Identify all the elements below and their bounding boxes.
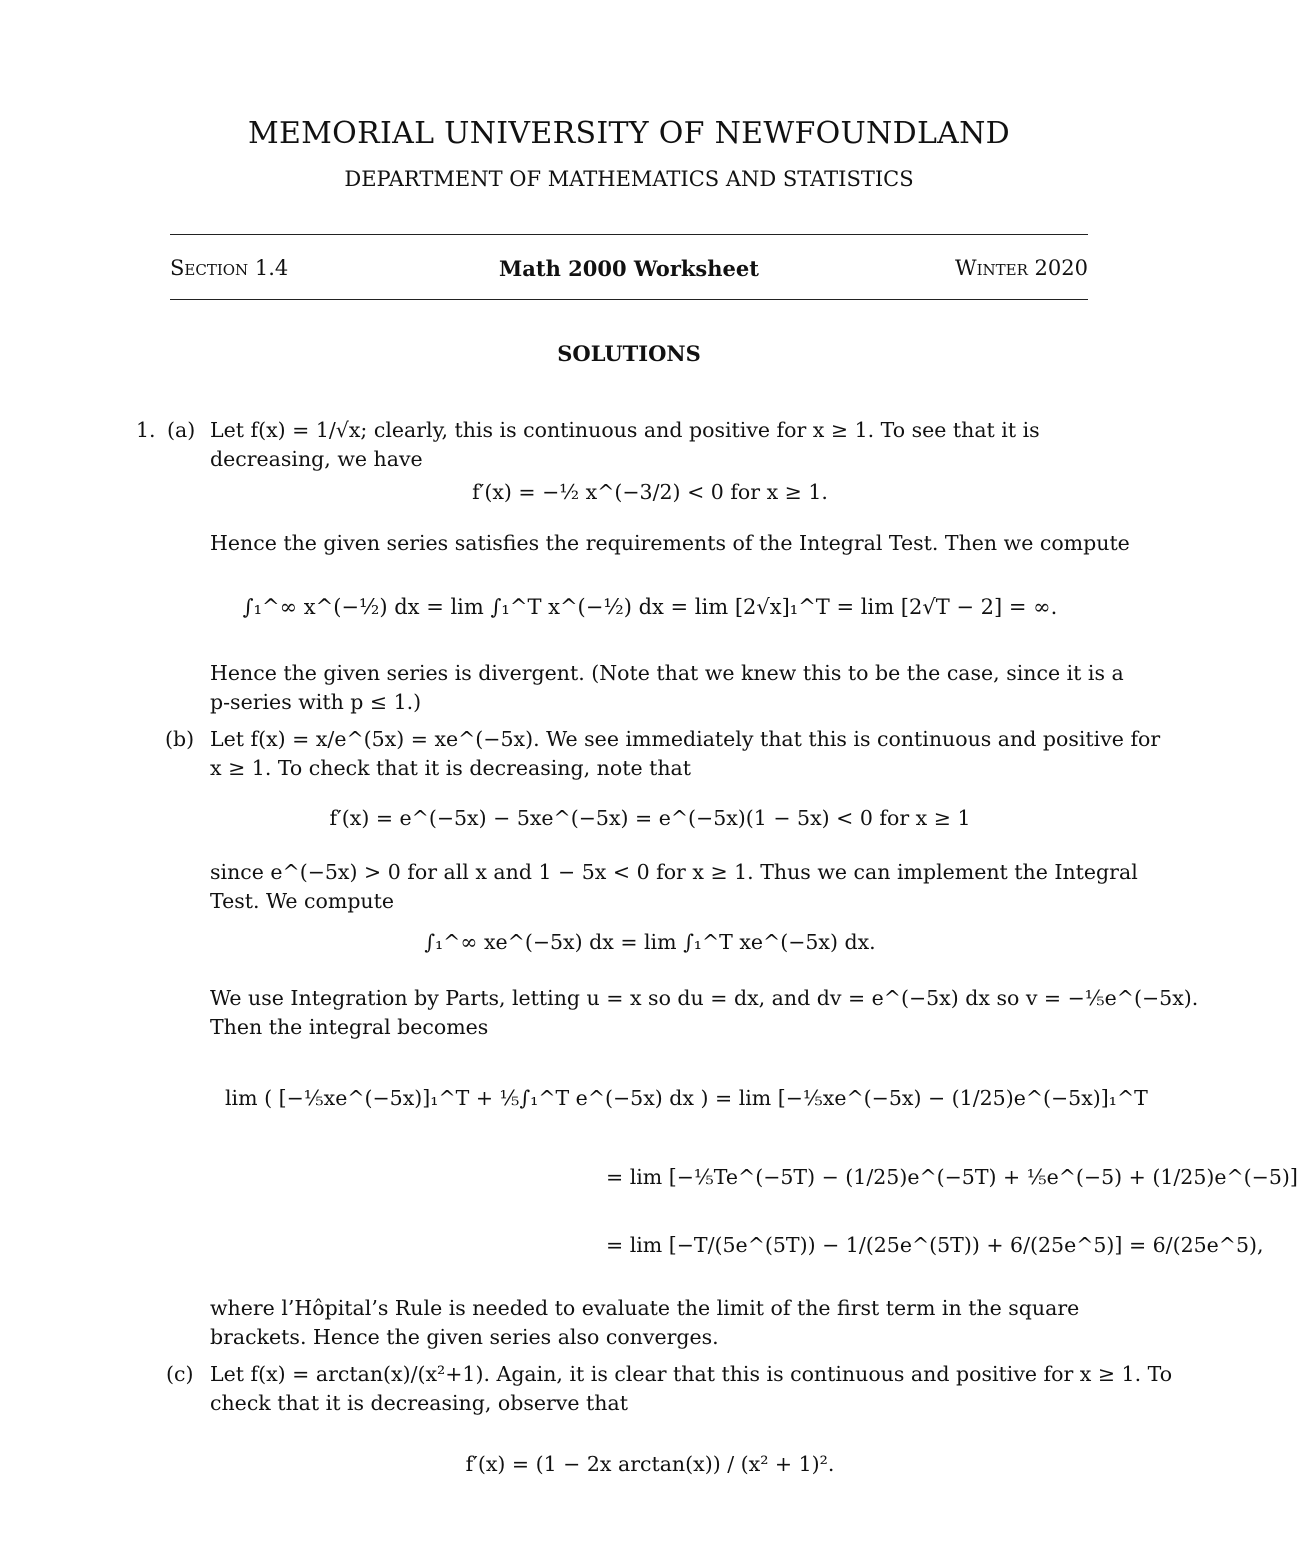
part-b-text-4: Test. We compute <box>210 889 395 913</box>
part-a-text-4: Hence the given series is divergent. (Note that we knew this to be the case, since it is a <box>210 661 1124 685</box>
part-b-label: (b) <box>165 727 195 751</box>
part-a-derivative-equation: f′(x) = −½ x^(−3/2) < 0 for x ≥ 1. <box>472 480 828 504</box>
part-a-text-5: p-series with p ≤ 1.) <box>210 690 422 714</box>
part-a-text-2: decreasing, we have <box>210 447 423 471</box>
course-title: Math 2000 Worksheet <box>499 256 759 281</box>
part-a-text-3: Hence the given series satisfies the requirements of the Integral Test. Then we compute <box>210 531 1130 555</box>
part-b-integral-equation: ∫₁^∞ xe^(−5x) dx = lim ∫₁^T xe^(−5x) dx. <box>424 930 876 954</box>
part-b-text-6: Then the integral becomes <box>210 1015 489 1039</box>
part-c-derivative-equation: f′(x) = (1 − 2x arctan(x)) / (x² + 1)². <box>465 1452 835 1476</box>
part-a-text-1: Let f(x) = 1/√x; clearly, this is continuous and positive for x ≥ 1. To see that it is <box>210 418 1040 442</box>
part-b-text-5: We use Integration by Parts, letting u = x so du = dx, and dv = e^(−5x) dx so v = −⅕e^(−5x). <box>210 986 1199 1010</box>
part-b-parts-line-3: = lim [−T/(5e^(5T)) − 1/(25e^(5T)) + 6/(25e^5)] = 6/(25e^5), <box>606 1233 1264 1257</box>
part-a-label: (a) <box>167 418 196 442</box>
university-title: MEMORIAL UNIVERSITY OF NEWFOUNDLAND <box>247 116 1011 151</box>
part-b-text-2: x ≥ 1. To check that it is decreasing, note that <box>210 756 691 780</box>
part-a-integral-equation: ∫₁^∞ x^(−½) dx = lim ∫₁^T x^(−½) dx = lim [2√x]₁^T = lim [2√T − 2] = ∞. <box>242 595 1058 619</box>
part-b-parts-line-2: = lim [−⅕Te^(−5T) − (1/25)e^(−5T) + ⅕e^(−5) + (1/25)e^(−5)] <box>606 1165 1298 1189</box>
problem-number: 1. <box>136 418 156 442</box>
part-b-text-8: brackets. Hence the given series also converges. <box>210 1325 719 1349</box>
part-b-derivative-equation: f′(x) = e^(−5x) − 5xe^(−5x) = e^(−5x)(1 − 5x) < 0 for x ≥ 1 <box>329 806 971 830</box>
department-title: DEPARTMENT OF MATHEMATICS AND STATISTICS <box>344 167 914 191</box>
header-top-rule <box>170 234 1088 235</box>
part-b-text-3: since e^(−5x) > 0 for all x and 1 − 5x < 0 for x ≥ 1. Thus we can implement the Integral <box>210 860 1138 884</box>
part-c-text-1: Let f(x) = arctan(x)/(x²+1). Again, it is clear that this is continuous and positive for x ≥ 1. To <box>210 1362 1173 1386</box>
section-label: Section 1.4 <box>170 256 289 280</box>
term-label: Winter 2020 <box>954 256 1088 280</box>
part-b-text-1: Let f(x) = x/e^(5x) = xe^(−5x). We see immediately that this is continuous and positive for <box>210 727 1161 751</box>
part-b-parts-line-1: lim ( [−⅕xe^(−5x)]₁^T + ⅕∫₁^T e^(−5x) dx ) = lim [−⅕xe^(−5x) − (1/25)e^(−5x)]₁^T <box>225 1086 1148 1110</box>
part-b-text-7: where l’Hôpital’s Rule is needed to evaluate the limit of the first term in the square <box>210 1296 1080 1320</box>
part-c-label: (c) <box>166 1362 194 1386</box>
solutions-title: SOLUTIONS <box>557 341 701 366</box>
part-c-text-2: check that it is decreasing, observe that <box>210 1391 628 1415</box>
header-bottom-rule <box>170 299 1088 300</box>
